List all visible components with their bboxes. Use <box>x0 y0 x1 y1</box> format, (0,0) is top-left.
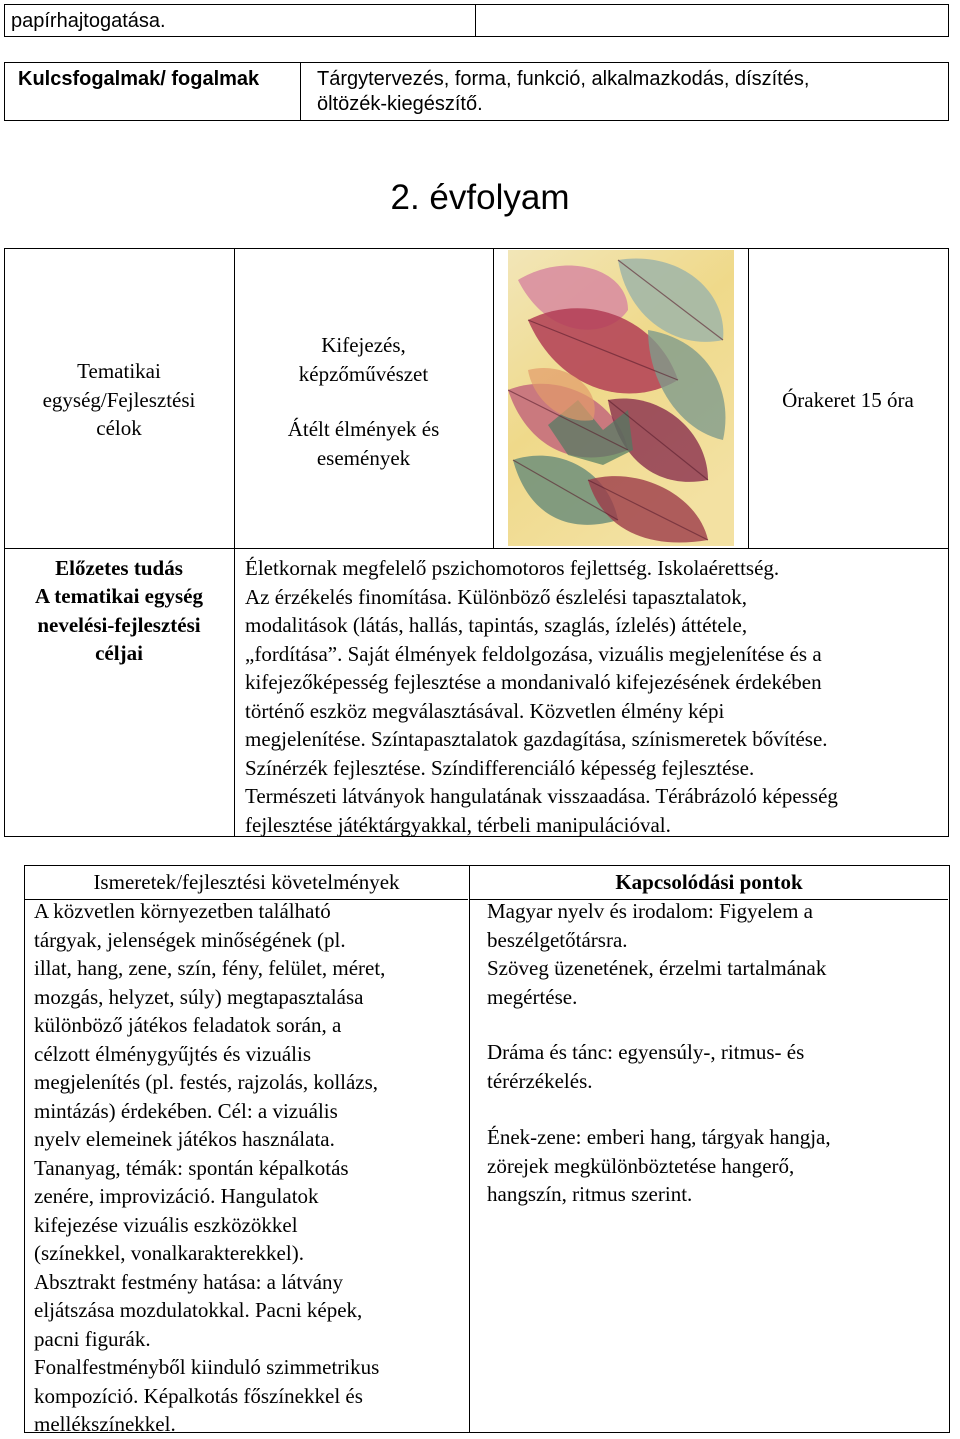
requirements-line: mellékszínekkel. <box>34 1412 176 1436</box>
requirements-line: zenére, improvizáció. Hangulatok <box>34 1184 319 1208</box>
prereq-line: Életkornak megfelelő pszichomotoros fejlettség. Iskolaérettség. <box>245 556 780 580</box>
requirements-line: Tananyag, témák: spontán képalkotás <box>34 1155 349 1180</box>
hours-label: Órakeret 15 óra <box>782 388 914 412</box>
requirements-line: különböző játékos feladatok során, a <box>34 1013 342 1037</box>
requirements-line: kompozíció. Képalkotás főszínekkel és <box>34 1383 363 1408</box>
connections-group-3 <box>487 1123 947 1209</box>
requirements-header: Ismeretek/fejlesztési követelmények <box>25 868 468 900</box>
requirements-line: Fonalfestményből kiinduló szimmetrikus <box>34 1355 380 1379</box>
prereq-line: „fordítása”. Saját élmények feldolgozása, vizuális megjelenítése és a <box>245 641 822 666</box>
requirements-line: eljátszása mozdulatokkal. Pacni képek, <box>34 1298 363 1322</box>
requirements-line: pacni figurák. <box>34 1326 151 1351</box>
connections-line: megértése. <box>487 984 578 1009</box>
grade-heading: 2. évfolyam <box>390 178 570 217</box>
requirements-line: nyelv elemeinek játékos használata. <box>34 1127 335 1151</box>
prereq-line: modalitások (látás, hallás, tapintás, szaglás, ízlelés) áttétele, <box>245 613 748 637</box>
connections-line: térérzékelés. <box>487 1068 593 1093</box>
prereq-line: Természeti látványok hangulatának visszaadása. Térábrázoló képesség <box>245 784 838 808</box>
requirements-line: A közvetlen környezetben található <box>34 899 331 923</box>
unit-label <box>5 357 233 443</box>
unit-label-line: célok <box>96 416 142 440</box>
requirements-line: célzott élménygyűjtés és vizuális <box>34 1041 311 1066</box>
unit-subtopic-line: Átélt élmények és <box>287 417 440 441</box>
requirements-cell <box>24 865 470 1436</box>
requirements-line: megjelenítés (pl. festés, rajzolás, kollázs, <box>34 1070 379 1094</box>
prereq-line: kifejezőképesség fejlesztése a mondanivaló kifejezésének érdekében <box>245 670 822 694</box>
prereq-line: fejlesztése játéktárgyakkal, térbeli manipulációval. <box>245 812 671 837</box>
unit-subtopic-line: események <box>316 445 411 470</box>
top-row1-right-cell <box>475 4 949 37</box>
connections-line: Dráma és tánc: egyensúly-, ritmus- és <box>487 1040 805 1064</box>
top-row1-left-cell <box>4 4 476 37</box>
prereq-label-cell <box>4 548 235 837</box>
connections-line: zörejek megkülönböztetése hangerő, <box>487 1153 795 1178</box>
keywords-label: Kulcsfogalmak/ fogalmak <box>18 68 260 90</box>
unit-subtopic <box>235 415 492 472</box>
unit-hours-cell <box>748 248 949 549</box>
connections-group-1 <box>487 897 947 1011</box>
connections-group-2 <box>487 1038 947 1095</box>
connections-line: hangszín, ritmus szerint. <box>487 1182 693 1206</box>
goals-label-line: nevelési-fejlesztési <box>37 612 201 637</box>
connections-header: Kapcsolódási pontok <box>470 868 948 900</box>
requirements-text <box>34 897 466 1439</box>
top-row1-left-text: papírhajtogatása. <box>11 10 166 32</box>
connections-cell <box>469 865 950 1433</box>
prereq-line: Színérzék fejlesztése. Színdifferenciáló képesség fejlesztése. <box>245 755 755 780</box>
keywords-value: Tárgytervezés, forma, funkció, alkalmazkodás, díszítés, öltözék-kiegészítő. <box>317 68 810 115</box>
requirements-line: kifejezése vizuális eszközökkel <box>34 1212 298 1237</box>
connections-line: beszélgetőtársra. <box>487 927 628 952</box>
unit-image-cell <box>493 248 749 549</box>
unit-topic-line: Kifejezés, <box>321 333 406 357</box>
requirements-line: mozgás, helyzet, súly) megtapasztalása <box>34 984 364 1009</box>
connections-line: Szöveg üzenetének, érzelmi tartalmának <box>487 956 827 980</box>
autumn-leaves-image <box>508 250 734 546</box>
keywords-value-cell <box>300 62 949 121</box>
unit-topic-cell <box>234 248 494 549</box>
requirements-line: (színekkel, vonalkarakterekkel). <box>34 1241 304 1265</box>
goals-label-line: A tematikai egység <box>35 584 203 608</box>
prereq-label: Előzetes tudás <box>55 556 183 580</box>
keywords-label-cell <box>4 62 301 121</box>
requirements-line: mintázás) érdekében. Cél: a vizuális <box>34 1098 338 1123</box>
prereq-line: megjelenítése. Színtapasztalatok gazdagítása, színismeretek bővítése. <box>245 727 828 751</box>
requirements-line: tárgyak, jelenségek minőségének (pl. <box>34 927 346 952</box>
goals-label-line: céljai <box>95 641 143 665</box>
unit-label-line: Tematikai <box>77 359 161 383</box>
goals-label <box>5 582 233 668</box>
connections-line: Magyar nyelv és irodalom: Figyelem a <box>487 899 814 923</box>
connections-line: Ének-zene: emberi hang, tárgyak hangja, <box>487 1125 831 1149</box>
prereq-line: Az érzékelés finomítása. Különböző észlelési tapasztalatok, <box>245 584 748 609</box>
unit-label-line: egység/Fejlesztési <box>42 387 196 412</box>
prereq-text <box>245 554 945 839</box>
requirements-line: illat, hang, zene, szín, fény, felület, méret, <box>34 956 386 980</box>
prereq-line: történő eszköz megválasztásával. Közvetlen élmény képi <box>245 698 725 723</box>
prereq-text-cell <box>234 548 949 837</box>
unit-topic <box>235 331 492 388</box>
unit-topic-line: képzőművészet <box>298 361 429 386</box>
requirements-line: Absztrakt festmény hatása: a látvány <box>34 1269 344 1294</box>
unit-label-cell <box>4 248 235 549</box>
